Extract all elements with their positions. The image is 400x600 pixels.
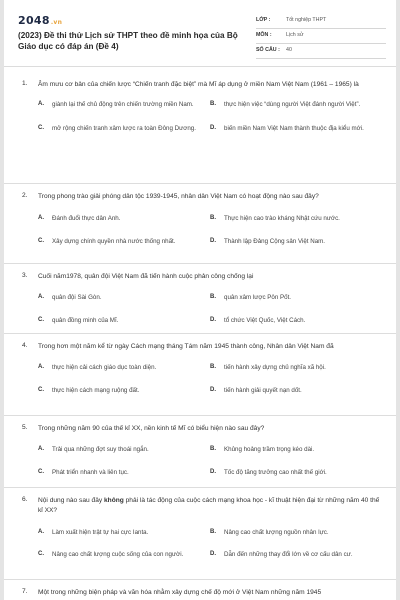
option-label: D. (210, 469, 216, 476)
answer-option-b[interactable] (210, 212, 382, 226)
option-label: A. (38, 294, 44, 301)
meta-key: MÔN : (256, 32, 272, 38)
answer-option-d[interactable] (210, 122, 382, 136)
question-number: 4. (22, 342, 28, 349)
meta-value: Lịch sử (286, 32, 304, 38)
question-1 (4, 80, 396, 184)
question-text (38, 496, 382, 516)
option-text: mở rộng chiến tranh xâm lược ra toàn Đông Dương. (52, 125, 196, 133)
answer-option-d[interactable] (210, 235, 382, 249)
option-label: A. (38, 101, 44, 108)
question-number: 2. (22, 192, 28, 199)
option-label: D. (210, 125, 216, 132)
option-label: C. (38, 317, 44, 324)
option-text: biến miền Nam Việt Nam thành thuộc địa kiểu mới. (224, 125, 364, 133)
option-text: Xây dựng chính quyền nhà nước thống nhất. (52, 238, 176, 246)
option-text: thực hiện cách mạng ruộng đất. (52, 387, 140, 395)
question-text-emphasis: không (104, 497, 124, 504)
question-text-part: phải là tác động của cuộc cách mạng khoa học - kĩ thuật hiện đại từ những năm 40 thế kỉ XX? (38, 497, 380, 514)
question-text: Trong những năm 90 của thế kỉ XX, nền kinh tế Mĩ có biểu hiện nào sau đây? (38, 425, 265, 432)
question-number: 7. (22, 588, 28, 595)
answer-option-c[interactable] (38, 314, 210, 328)
site-logo[interactable] (18, 14, 62, 27)
option-label: C. (38, 469, 44, 476)
option-text: Thực hiện cao trào kháng Nhật cứu nước. (224, 215, 340, 223)
answer-option-b[interactable] (210, 443, 382, 457)
answer-option-c[interactable] (38, 235, 210, 249)
question-text: Trong phong trào giải phóng dân tộc 1939-1945, nhân dân Việt Nam có hoạt động nào sau đây? (38, 193, 319, 200)
answer-option-a[interactable] (38, 98, 210, 112)
answer-option-b[interactable] (210, 526, 382, 540)
answer-option-c[interactable] (38, 548, 210, 562)
option-text: tiến hành giải quyết nạn dốt. (224, 387, 302, 395)
meta-key: SỐ CÂU : (256, 47, 280, 53)
option-text: Nâng cao chất lượng nguồn nhân lực. (224, 529, 329, 537)
option-label: B. (210, 529, 216, 536)
answer-options (38, 98, 382, 136)
option-label: A. (38, 364, 44, 371)
option-label: A. (38, 446, 44, 453)
meta-value: Tốt nghiệp THPT (286, 17, 327, 23)
option-label: B. (210, 294, 216, 301)
option-label: A. (38, 215, 44, 222)
logo-suffix: .vn (50, 19, 63, 26)
option-text: thực hiện cải cách giáo dục toàn diện. (52, 364, 157, 372)
answer-option-a[interactable] (38, 526, 210, 540)
option-text: thực hiện việc “dùng người Việt đánh người Việt”. (224, 101, 361, 109)
question-text: Một trong những biện pháp và văn hóa nhằm xây dựng chế độ mới ở Việt Nam những năm 1945 (38, 589, 322, 596)
answer-options (38, 212, 382, 249)
document-page (4, 0, 396, 600)
answer-option-b[interactable] (210, 361, 382, 375)
answer-options (38, 361, 382, 398)
option-text: quân xâm lược Pôn Pốt. (224, 294, 292, 302)
option-text: quân đồng minh của Mĩ. (52, 317, 119, 325)
answer-option-b[interactable] (210, 98, 382, 112)
answer-option-d[interactable] (210, 466, 382, 480)
question-7 (4, 580, 396, 600)
answer-options (38, 526, 382, 562)
question-list (4, 80, 396, 600)
answer-option-b[interactable] (210, 291, 382, 305)
question-number: 3. (22, 272, 28, 279)
option-text: Khủng hoảng trầm trọng kéo dài. (224, 446, 315, 454)
option-text: Làm xuất hiện trật tự hai cực Ianta. (52, 529, 149, 537)
option-label: D. (210, 387, 216, 394)
answer-option-a[interactable] (38, 212, 210, 226)
meta-row-count (256, 45, 386, 60)
option-text: tổ chức Việt Quốc, Việt Cách. (224, 317, 306, 325)
question-text: Cuối năm1978, quân đội Việt Nam đã tiến hành cuộc phản công chống lại (38, 273, 254, 280)
meta-key: LỚP : (256, 17, 271, 23)
question-2 (4, 184, 396, 264)
header-divider (4, 66, 396, 67)
question-5 (4, 416, 396, 488)
option-label: C. (38, 551, 44, 558)
answer-option-a[interactable] (38, 291, 210, 305)
question-number: 6. (22, 496, 28, 503)
question-3 (4, 264, 396, 334)
answer-options (38, 443, 382, 480)
document-title: (2023) Đề thi thử Lịch sử THPT theo đề minh họa của Bộ Giáo dục có đáp án (Đề 4) (18, 31, 238, 51)
answer-option-d[interactable] (210, 314, 382, 328)
option-text: Phát triển nhanh và liên tục. (52, 469, 129, 477)
question-number: 5. (22, 424, 28, 431)
option-label: B. (210, 364, 216, 371)
meta-row-subject (256, 30, 386, 45)
answer-option-c[interactable] (38, 466, 210, 480)
option-label: B. (210, 101, 216, 108)
option-label: B. (210, 215, 216, 222)
option-label: D. (210, 551, 216, 558)
option-text: giành lại thế chủ động trên chiến trường miền Nam. (52, 101, 194, 109)
option-text: Trải qua những đợt suy thoái ngắn. (52, 446, 149, 454)
document-header (4, 0, 396, 70)
answer-option-c[interactable] (38, 384, 210, 398)
option-label: B. (210, 446, 216, 453)
option-text: Dẫn đến những thay đổi lớn về cơ cấu dân cư. (224, 551, 353, 559)
option-text: Đánh đuổi thực dân Anh. (52, 215, 121, 223)
question-text: Âm mưu cơ bản của chiến lược “Chiến tranh đặc biệt” mà Mĩ áp dụng ở miền Nam Việt Nam (1961 – 1965) là (38, 81, 359, 88)
answer-option-d[interactable] (210, 548, 382, 562)
option-text: Tốc độ tăng trưởng cao nhất thế giới. (224, 469, 327, 477)
question-6 (4, 488, 396, 580)
answer-options (38, 291, 382, 328)
question-text: Trong hơn một năm kể từ ngày Cách mạng tháng Tám năm 1945 thành công, Nhân dân Việt Nam đã (38, 343, 334, 350)
option-text: Nâng cao chất lượng cuộc sống của con người. (52, 551, 184, 559)
answer-option-d[interactable] (210, 384, 382, 398)
option-label: C. (38, 387, 44, 394)
meta-value: 40 (286, 47, 292, 53)
option-label: C. (38, 125, 44, 132)
meta-row-class (256, 15, 386, 30)
option-label: A. (38, 529, 44, 536)
answer-option-a[interactable] (38, 361, 210, 375)
option-text: quân đội Sài Gòn. (52, 294, 102, 302)
answer-option-c[interactable] (38, 122, 210, 136)
answer-option-a[interactable] (38, 443, 210, 457)
question-text-part: Nội dung nào sau đây (38, 497, 104, 504)
option-label: D. (210, 238, 216, 245)
option-text: tiến hành xây dựng chủ nghĩa xã hội. (224, 364, 326, 372)
logo-text: 2048 (18, 14, 50, 27)
option-label: C. (38, 238, 44, 245)
question-number: 1. (22, 80, 28, 87)
option-text: Thành lập Đảng Cộng sản Việt Nam. (224, 238, 326, 246)
option-label: D. (210, 317, 216, 324)
document-meta (256, 15, 386, 60)
question-4 (4, 334, 396, 416)
